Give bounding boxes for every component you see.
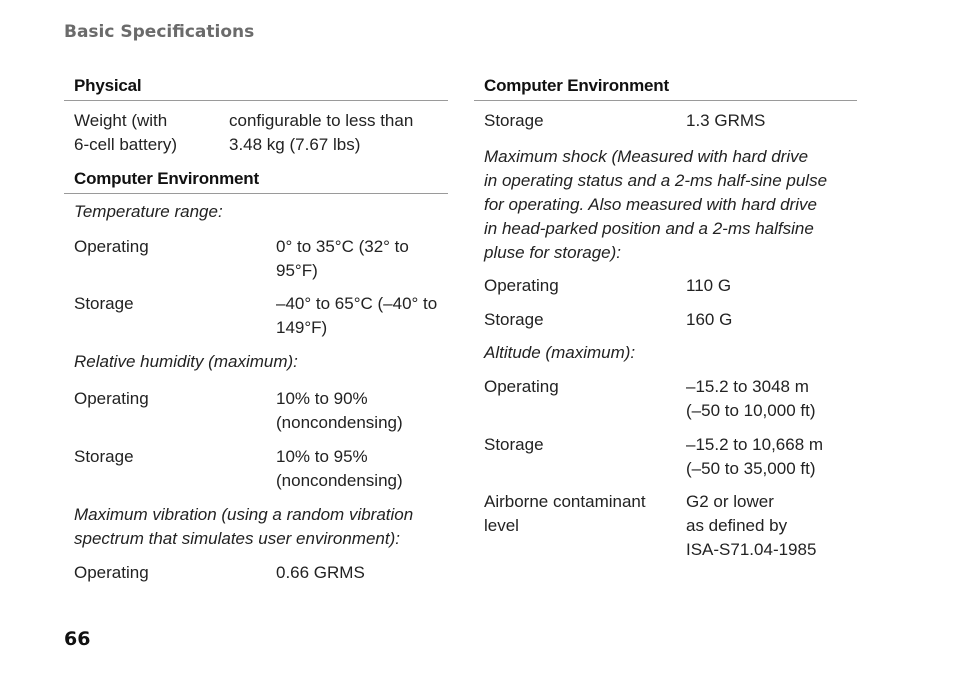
temp-operating-row bbox=[64, 235, 448, 283]
altitude-note: Altitude (maximum): bbox=[484, 343, 636, 362]
altitude-operating-row bbox=[474, 375, 857, 423]
right-column bbox=[474, 76, 857, 562]
humidity-operating-label: Operating bbox=[74, 389, 149, 408]
shock-note-line-5: pluse for storage): bbox=[484, 243, 622, 262]
humidity-operating-value-line-2: (noncondensing) bbox=[276, 413, 403, 432]
airborne-value bbox=[686, 490, 857, 562]
shock-note-line-4: in head-parked position and a 2-ms halfsine bbox=[484, 219, 814, 238]
humidity-operating-value-line-1: 10% to 90% bbox=[276, 389, 368, 408]
shock-operating-value: 110 G bbox=[686, 276, 732, 295]
shock-note bbox=[474, 145, 857, 265]
airborne-row bbox=[474, 490, 857, 562]
altitude-operating-label: Operating bbox=[484, 377, 559, 396]
shock-operating-label: Operating bbox=[484, 276, 559, 295]
shock-note-line-3: for operating. Also measured with hard drive bbox=[484, 195, 817, 214]
temp-storage-row bbox=[64, 292, 448, 340]
altitude-storage-value-line-1: –15.2 to 10,668 m bbox=[686, 435, 824, 454]
altitude-storage-label: Storage bbox=[484, 435, 544, 454]
altitude-storage-value bbox=[686, 433, 857, 481]
airborne-label bbox=[484, 490, 686, 562]
temp-operating-value-line-2: 95°F) bbox=[276, 261, 318, 280]
weight-row bbox=[64, 109, 448, 157]
airborne-value-line-3: ISA-S71.04-1985 bbox=[686, 540, 817, 559]
vibration-note-line-1: Maximum vibration (using a random vibration bbox=[74, 505, 414, 524]
airborne-value-line-2: as defined by bbox=[686, 516, 788, 535]
weight-value-line-1: configurable to less than bbox=[229, 111, 414, 130]
shock-storage-label: Storage bbox=[484, 310, 544, 329]
temp-storage-value-line-2: 149°F) bbox=[276, 318, 328, 337]
shock-note-line-2: in operating status and a 2-ms half-sine pulse bbox=[484, 171, 828, 190]
humidity-note: Relative humidity (maximum): bbox=[74, 352, 298, 371]
temp-operating-value bbox=[276, 235, 448, 283]
vibration-storage-row bbox=[474, 109, 857, 133]
temp-storage-value-line-1: –40° to 65°C (–40° to bbox=[276, 294, 438, 313]
weight-value-line-2: 3.48 kg (7.67 lbs) bbox=[229, 135, 361, 154]
altitude-operating-value-line-2: (–50 to 10,000 ft) bbox=[686, 401, 816, 420]
humidity-storage-row bbox=[64, 445, 448, 493]
airborne-value-line-1: G2 or lower bbox=[686, 492, 774, 511]
vibration-storage-value: 1.3 GRMS bbox=[686, 111, 766, 130]
altitude-operating-value bbox=[686, 375, 857, 423]
vibration-operating-label: Operating bbox=[74, 563, 149, 582]
temp-storage-value bbox=[276, 292, 448, 340]
vibration-note bbox=[64, 503, 448, 551]
humidity-operating-value bbox=[276, 387, 448, 435]
weight-value bbox=[229, 109, 448, 157]
vibration-note-line-2: spectrum that simulates user environment): bbox=[74, 529, 400, 548]
temp-operating-value-line-1: 0° to 35°C (32° to bbox=[276, 237, 409, 256]
humidity-storage-value-line-2: (noncondensing) bbox=[276, 471, 403, 490]
humidity-storage-value-line-1: 10% to 95% bbox=[276, 447, 368, 466]
vibration-operating-value: 0.66 GRMS bbox=[276, 563, 365, 582]
physical-heading: Physical bbox=[64, 76, 448, 101]
altitude-storage-value-line-2: (–50 to 35,000 ft) bbox=[686, 459, 816, 478]
weight-label-line-1: Weight (with bbox=[74, 111, 168, 130]
humidity-operating-row bbox=[64, 387, 448, 435]
vibration-storage-label: Storage bbox=[484, 111, 544, 130]
left-column bbox=[64, 76, 448, 585]
environment-heading: Computer Environment bbox=[64, 169, 448, 194]
environment-heading-continued: Computer Environment bbox=[474, 76, 857, 101]
temp-storage-label: Storage bbox=[74, 294, 134, 313]
shock-storage-value: 160 G bbox=[686, 310, 733, 329]
weight-label-line-2: 6-cell battery) bbox=[74, 135, 177, 154]
weight-label bbox=[74, 109, 229, 157]
humidity-storage-value bbox=[276, 445, 448, 493]
temp-operating-label: Operating bbox=[74, 237, 149, 256]
temperature-note: Temperature range: bbox=[74, 202, 223, 221]
shock-operating-row bbox=[474, 274, 857, 298]
humidity-storage-label: Storage bbox=[74, 447, 134, 466]
airborne-label-line-2: level bbox=[484, 516, 519, 535]
shock-storage-row bbox=[474, 308, 857, 332]
airborne-label-line-1: Airborne contaminant bbox=[484, 492, 646, 511]
altitude-storage-row bbox=[474, 433, 857, 481]
altitude-operating-value-line-1: –15.2 to 3048 m bbox=[686, 377, 809, 396]
shock-note-line-1: Maximum shock (Measured with hard drive bbox=[484, 147, 809, 166]
vibration-operating-row bbox=[64, 561, 448, 585]
page-number: 66 bbox=[64, 628, 91, 650]
section-header: Basic Specifications bbox=[64, 22, 255, 42]
